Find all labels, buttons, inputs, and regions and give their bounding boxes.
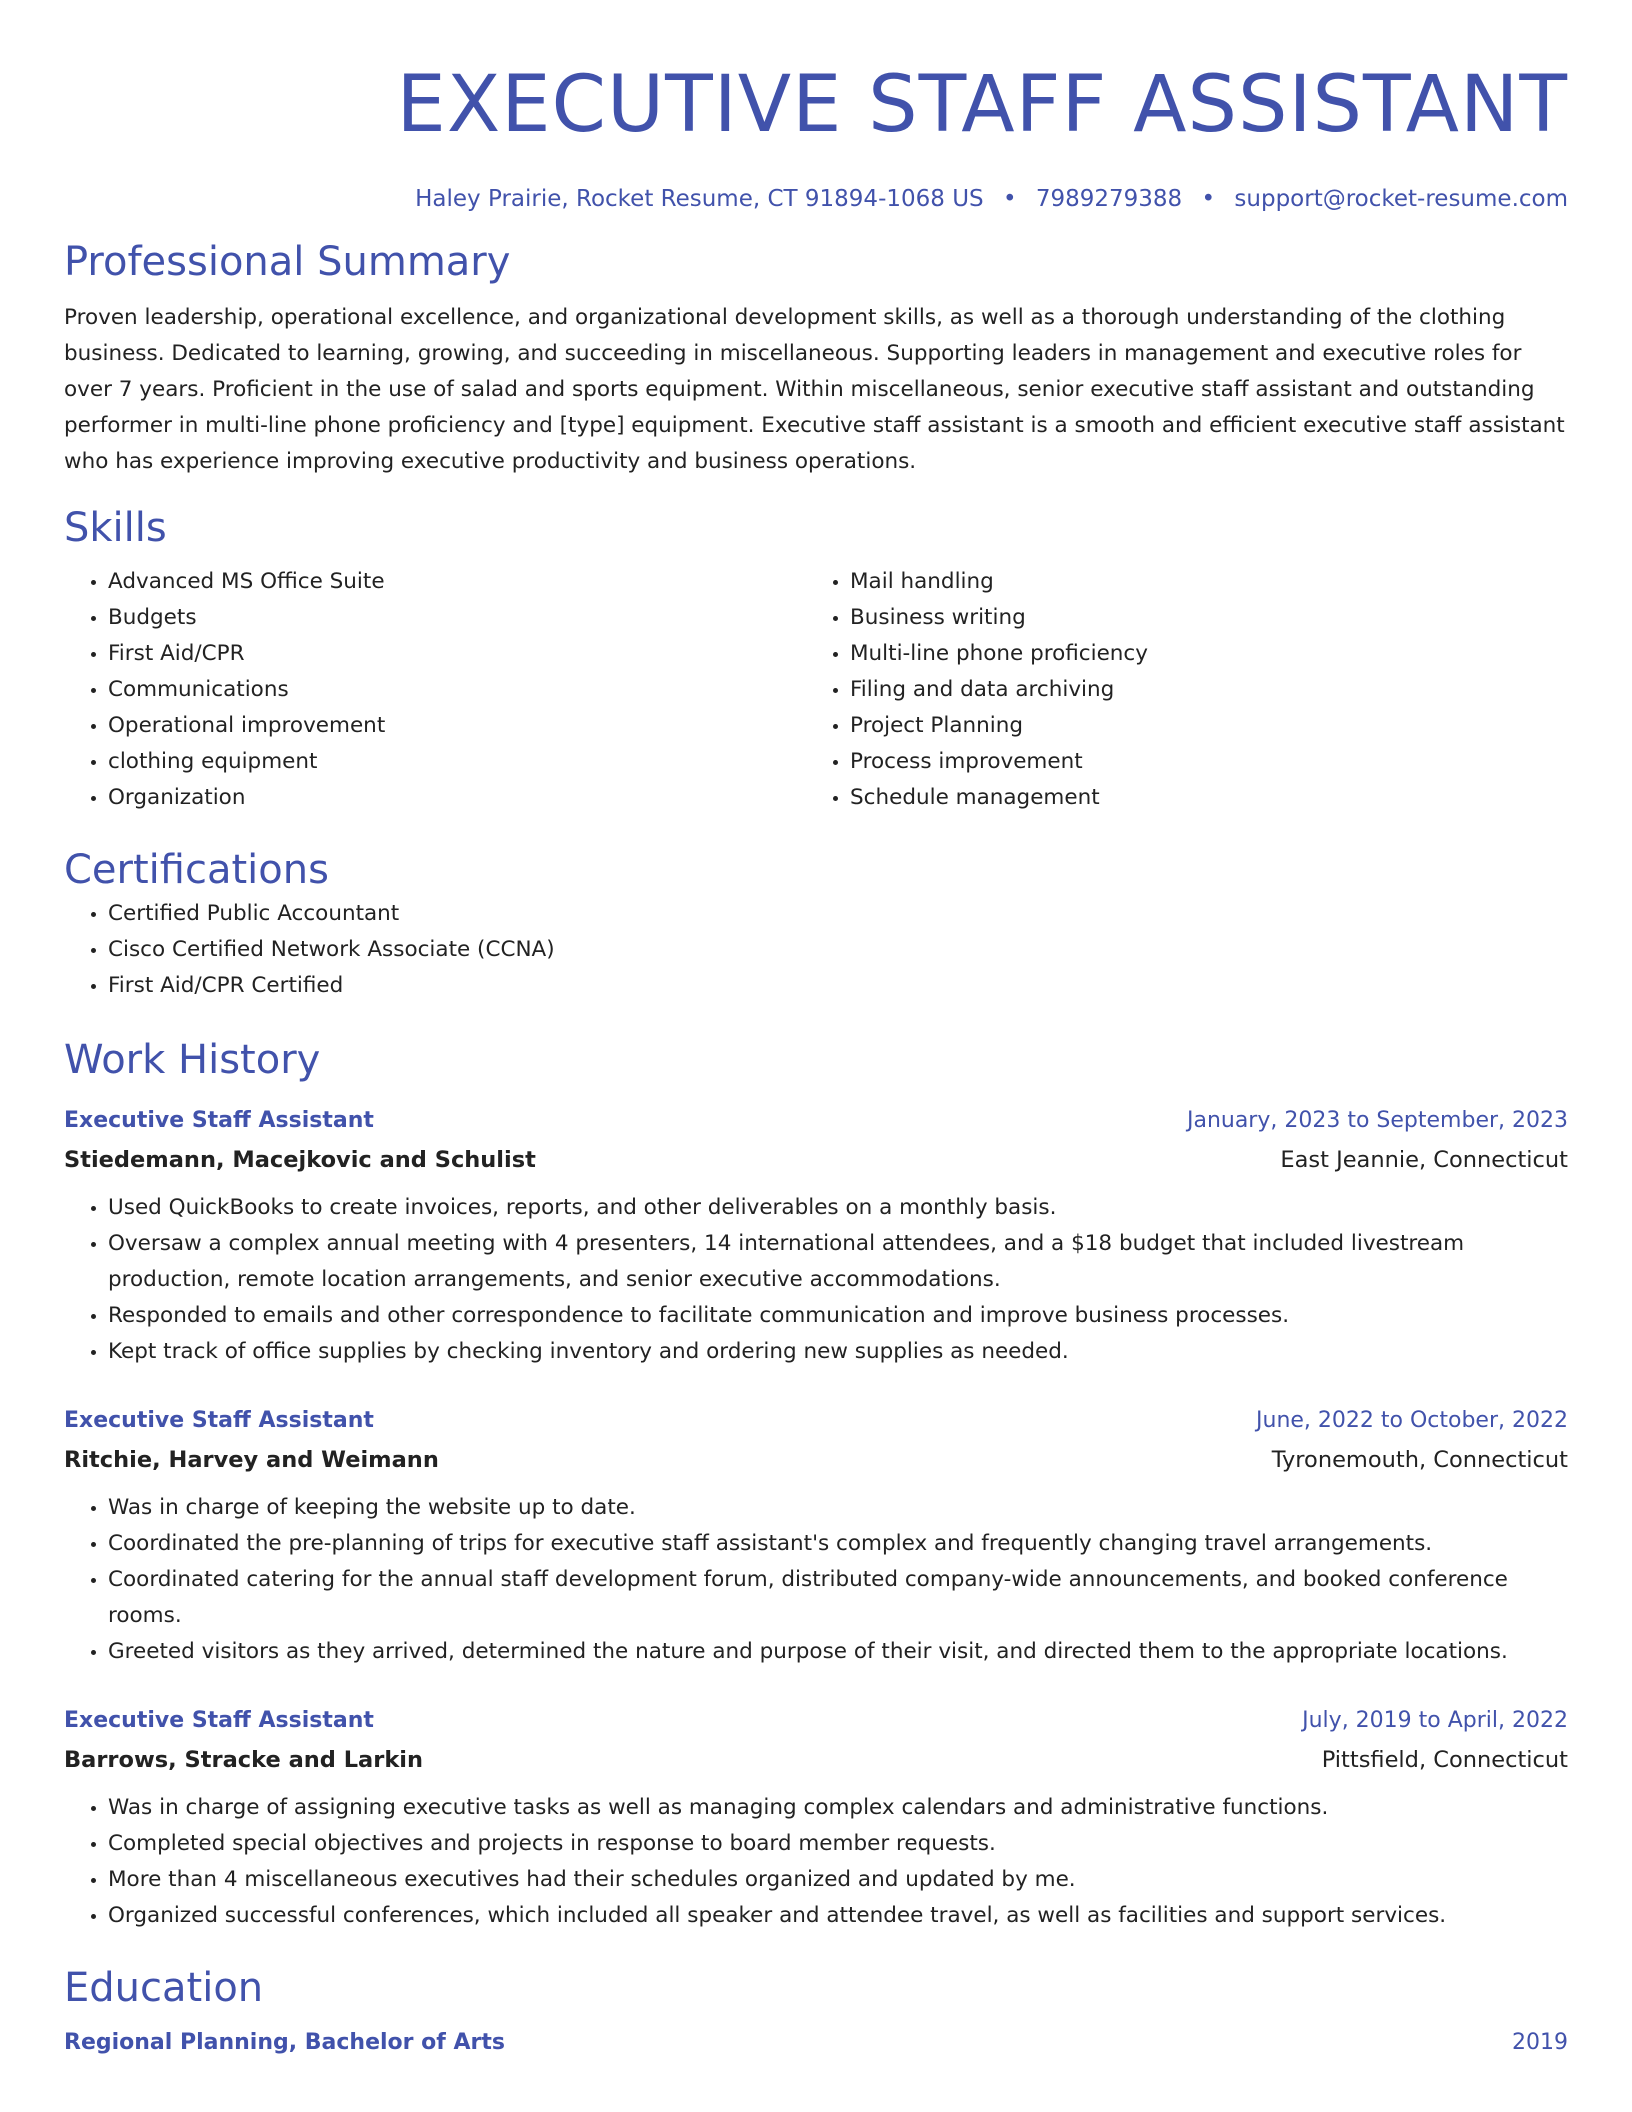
contact-email: support@rocket-resume.com	[1234, 186, 1568, 212]
job-employer-row	[64, 1140, 1568, 1180]
skill-item: • Filing and data archiving	[850, 672, 1568, 708]
skill-item: • Organization	[108, 780, 806, 816]
skill-item: • Advanced MS Office Suite	[108, 564, 806, 600]
job-title: Executive Staff Assistant	[64, 1108, 374, 1133]
job-duty: • Was in charge of assigning executive tasks as well as managing complex calendars and administrative functions.	[108, 1790, 1568, 1826]
job-location: Pittsfield, Connecticut	[1321, 1747, 1568, 1773]
job-employer-row	[64, 1740, 1568, 1780]
skill-item: • First Aid/CPR	[108, 636, 806, 672]
education-degree: Regional Planning, Bachelor of Arts	[64, 2030, 506, 2055]
job-duty: • Responded to emails and other correspondence to facilitate communication and improve business processes.	[108, 1298, 1568, 1334]
job-duties	[64, 1190, 1568, 1370]
skill-item: • Process improvement	[850, 744, 1568, 780]
job-duty: • More than 4 miscellaneous executives had their schedules organized and updated by me.	[108, 1862, 1568, 1898]
job-entry	[64, 1402, 1568, 1670]
job-header-row	[64, 1102, 1568, 1140]
job-location: Tyronemouth, Connecticut	[1271, 1447, 1568, 1473]
job-entry	[64, 1102, 1568, 1370]
job-header-row	[64, 1702, 1568, 1740]
job-employer: Ritchie, Harvey and Weimann	[64, 1447, 439, 1473]
contact-separator: •	[1201, 186, 1216, 212]
job-dates: July, 2019 to April, 2022	[1302, 1708, 1568, 1733]
job-duty: • Was in charge of keeping the website up to date.	[108, 1490, 1568, 1526]
certifications-heading: Certifications	[64, 847, 329, 893]
job-duty: • Completed special objectives and projects in response to board member requests.	[108, 1826, 1568, 1862]
job-duty: • Used QuickBooks to create invoices, reports, and other deliverables on a monthly basis.	[108, 1190, 1568, 1226]
certification-item: • Cisco Certified Network Associate (CCNA)	[108, 932, 1568, 968]
job-entry	[64, 1702, 1568, 1934]
job-header-row	[64, 1402, 1568, 1440]
education-heading: Education	[64, 1965, 264, 2011]
summary-text: Proven leadership, operational excellence, and organizational development skills, as well as a thorough understanding of the clothing business. Dedicated to learning, growing, and succeeding in miscellaneous. Supporting leaders in management and executive roles for over 7 years. Proficient in the use of salad and sports equipment. Within miscellaneous, senior executive staff assistant and outstanding performer in multi-line phone proficiency and [type] equipment. Executive staff assistant is a smooth and efficient executive staff assistant who has experience improving executive productivity and business operations.	[64, 305, 1565, 474]
job-duties	[64, 1490, 1568, 1670]
contact-separator: •	[1002, 186, 1017, 212]
education-entry	[64, 2024, 1568, 2062]
job-duty: • Oversaw a complex annual meeting with 4 presenters, 14 international attendees, and a $18 budget that included livestream production, remote location arrangements, and senior executive accommodations.	[108, 1226, 1568, 1298]
resume-page	[64, 0, 1568, 2062]
skill-item: • Communications	[108, 672, 806, 708]
contact-line	[64, 184, 1568, 214]
skills-column-right	[806, 564, 1568, 816]
job-location: East Jeannie, Connecticut	[1280, 1147, 1568, 1173]
job-employer: Barrows, Stracke and Larkin	[64, 1747, 424, 1773]
education-year: 2019	[1512, 2030, 1568, 2055]
skill-item: • Business writing	[850, 600, 1568, 636]
job-dates: June, 2022 to October, 2022	[1256, 1408, 1568, 1433]
certifications-list	[64, 896, 1568, 1004]
skill-item: • Budgets	[108, 600, 806, 636]
skill-item: • Project Planning	[850, 708, 1568, 744]
job-employer-row	[64, 1440, 1568, 1480]
certification-item: • Certified Public Accountant	[108, 896, 1568, 932]
job-duty: • Kept track of office supplies by checking inventory and ordering new supplies as needed.	[108, 1334, 1568, 1370]
job-title: Executive Staff Assistant	[64, 1708, 374, 1733]
job-duty: • Coordinated the pre-planning of trips for executive staff assistant's complex and frequently changing travel arrangements.	[108, 1526, 1568, 1562]
certification-item: • First Aid/CPR Certified	[108, 968, 1568, 1004]
job-duty: • Greeted visitors as they arrived, determined the nature and purpose of their visit, and directed them to the appropriate locations.	[108, 1634, 1568, 1670]
job-duty: • Coordinated catering for the annual staff development forum, distributed company-wide announcements, and booked conference rooms.	[108, 1562, 1568, 1634]
skills-column-left	[64, 564, 806, 816]
work-history-heading: Work History	[64, 1037, 321, 1083]
resume-title: EXECUTIVE STAFF ASSISTANT	[396, 60, 1568, 150]
job-employer: Stiedemann, Macejkovic and Schulist	[64, 1147, 536, 1173]
job-duty: • Organized successful conferences, which included all speaker and attendee travel, as well as facilities and support services.	[108, 1898, 1568, 1934]
skills-list	[64, 564, 1568, 816]
contact-phone: 7989279388	[1035, 186, 1183, 212]
skill-item: • clothing equipment	[108, 744, 806, 780]
skill-item: • Operational improvement	[108, 708, 806, 744]
skill-item: • Schedule management	[850, 780, 1568, 816]
skills-heading: Skills	[64, 505, 167, 551]
skill-item: • Mail handling	[850, 564, 1568, 600]
skill-item: • Multi-line phone proficiency	[850, 636, 1568, 672]
job-duties	[64, 1790, 1568, 1934]
job-title: Executive Staff Assistant	[64, 1408, 374, 1433]
contact-address: Haley Prairie, Rocket Resume, CT 91894-1068 US	[415, 186, 984, 212]
summary-heading: Professional Summary	[64, 239, 511, 285]
job-dates: January, 2023 to September, 2023	[1186, 1108, 1568, 1133]
